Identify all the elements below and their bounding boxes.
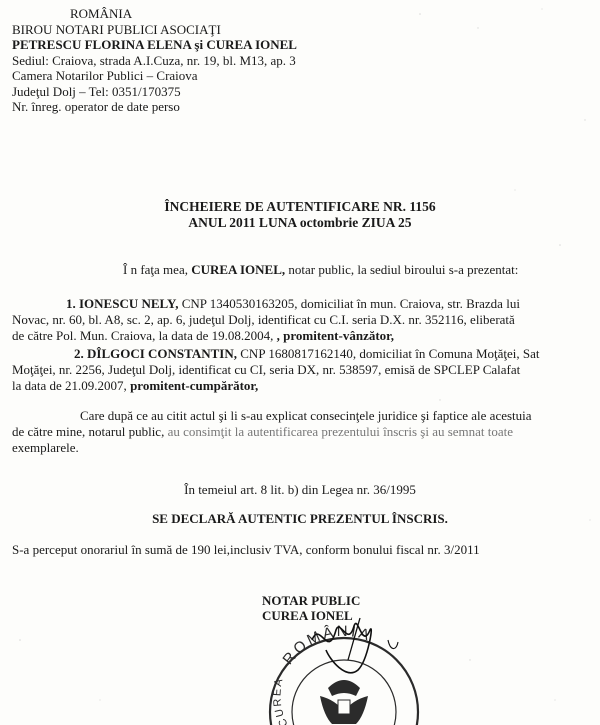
notary-header: [12, 6, 297, 115]
party1-name: 1. IONESCU NELY,: [66, 296, 179, 311]
header-address: Sediul: Craiova, strada A.I.Cuza, nr. 19, bl. M13, ap. 3: [12, 52, 296, 68]
header-county-phone: Judeţul Dolj – Tel: 0351/170375: [12, 83, 181, 99]
party2-role: promitent-cumpărător,: [130, 378, 259, 393]
party2-line2: Moţăţei, nr. 2256, Judeţul Dolj, identificat cu CI, seria DX, nr. 538597, emisă de SPCLEP Calafat: [12, 362, 521, 377]
header-chamber: Camera Notarilor Publici – Craiova: [12, 68, 198, 83]
party2-line3: [12, 378, 258, 394]
party2-name: 2. DÎLGOCI CONSTANTIN,: [74, 346, 238, 361]
intro-pre: Î n faţa mea,: [123, 262, 188, 277]
signature-title: NOTAR PUBLIC: [262, 593, 361, 608]
party2-line1: [74, 346, 540, 362]
clause-line2: [12, 424, 513, 440]
clause-line1: Care după ce au citit actul şi li s-au explicat consecinţele juridice şi faptice ale acestuia: [80, 408, 532, 423]
party1-details: CNP 1340530163205, domiciliat în mun. Craiova, str. Brazda lui: [181, 296, 520, 311]
party1-line1: [66, 296, 520, 312]
fee-statement: S-a perceput onorariul în sumă de 190 lei,inclusiv TVA, conform bonului fiscal nr. 3/2011: [12, 542, 480, 557]
stamp-country: ROMÂNIA: [279, 622, 375, 668]
party1-line3: [12, 328, 394, 344]
document-date: ANUL 2011 LUNA octombrie ZIUA 25: [188, 215, 412, 230]
coat-of-arms-icon: [320, 680, 368, 724]
document-title: ÎNCHEIERE DE AUTENTIFICARE NR. 1156: [164, 199, 436, 214]
party2-issued: la data de 21.09.2007,: [12, 378, 127, 393]
party2-details: CNP 1680817162140, domiciliat în Comuna Moţăţei, Sat: [240, 346, 540, 361]
intro-post: notar public, la sediul biroului s-a prezentat:: [288, 262, 519, 277]
legal-basis: În temeiul art. 8 lit. b) din Legea nr. 36/1995: [184, 482, 416, 497]
header-notaries: PETRESCU FLORINA ELENA şi CUREA IONEL: [12, 37, 297, 52]
stamp-name-text: [271, 676, 290, 725]
clause-line2-a: de către mine, notarul public,: [12, 424, 165, 439]
notary-stamp-seal: [250, 600, 450, 725]
intro-paragraph: [123, 262, 518, 278]
party1-line2: Novac, nr. 60, bl. A8, sc. 2, ap. 6, judeţul Dolj, identificat cu C.I. seria D.X. nr. 352116, eliberată: [12, 312, 515, 327]
party1-issued: de către Pol. Mun. Craiova, la data de 19.08.2004,: [12, 328, 274, 343]
header-operator: Nr. înreg. operator de date perso: [12, 99, 180, 114]
authentication-declaration: SE DECLARĂ AUTENTIC PREZENTUL ÎNSCRIS.: [152, 511, 448, 526]
header-country: ROMÂNIA: [70, 6, 133, 21]
party1-role: , promitent-vânzător,: [276, 328, 394, 343]
intro-notary-name: CUREA IONEL,: [191, 262, 286, 277]
signature-name: CUREA IONEL: [262, 608, 353, 623]
clause-line3: exemplarele.: [12, 440, 79, 455]
header-office: BIROU NOTARI PUBLICI ASOCIAŢI: [12, 21, 221, 37]
stamp-name: CUREA: [271, 675, 291, 725]
clause-line2-b: au consimţit la autentificarea prezentului înscris şi au semnat toate: [167, 424, 514, 439]
